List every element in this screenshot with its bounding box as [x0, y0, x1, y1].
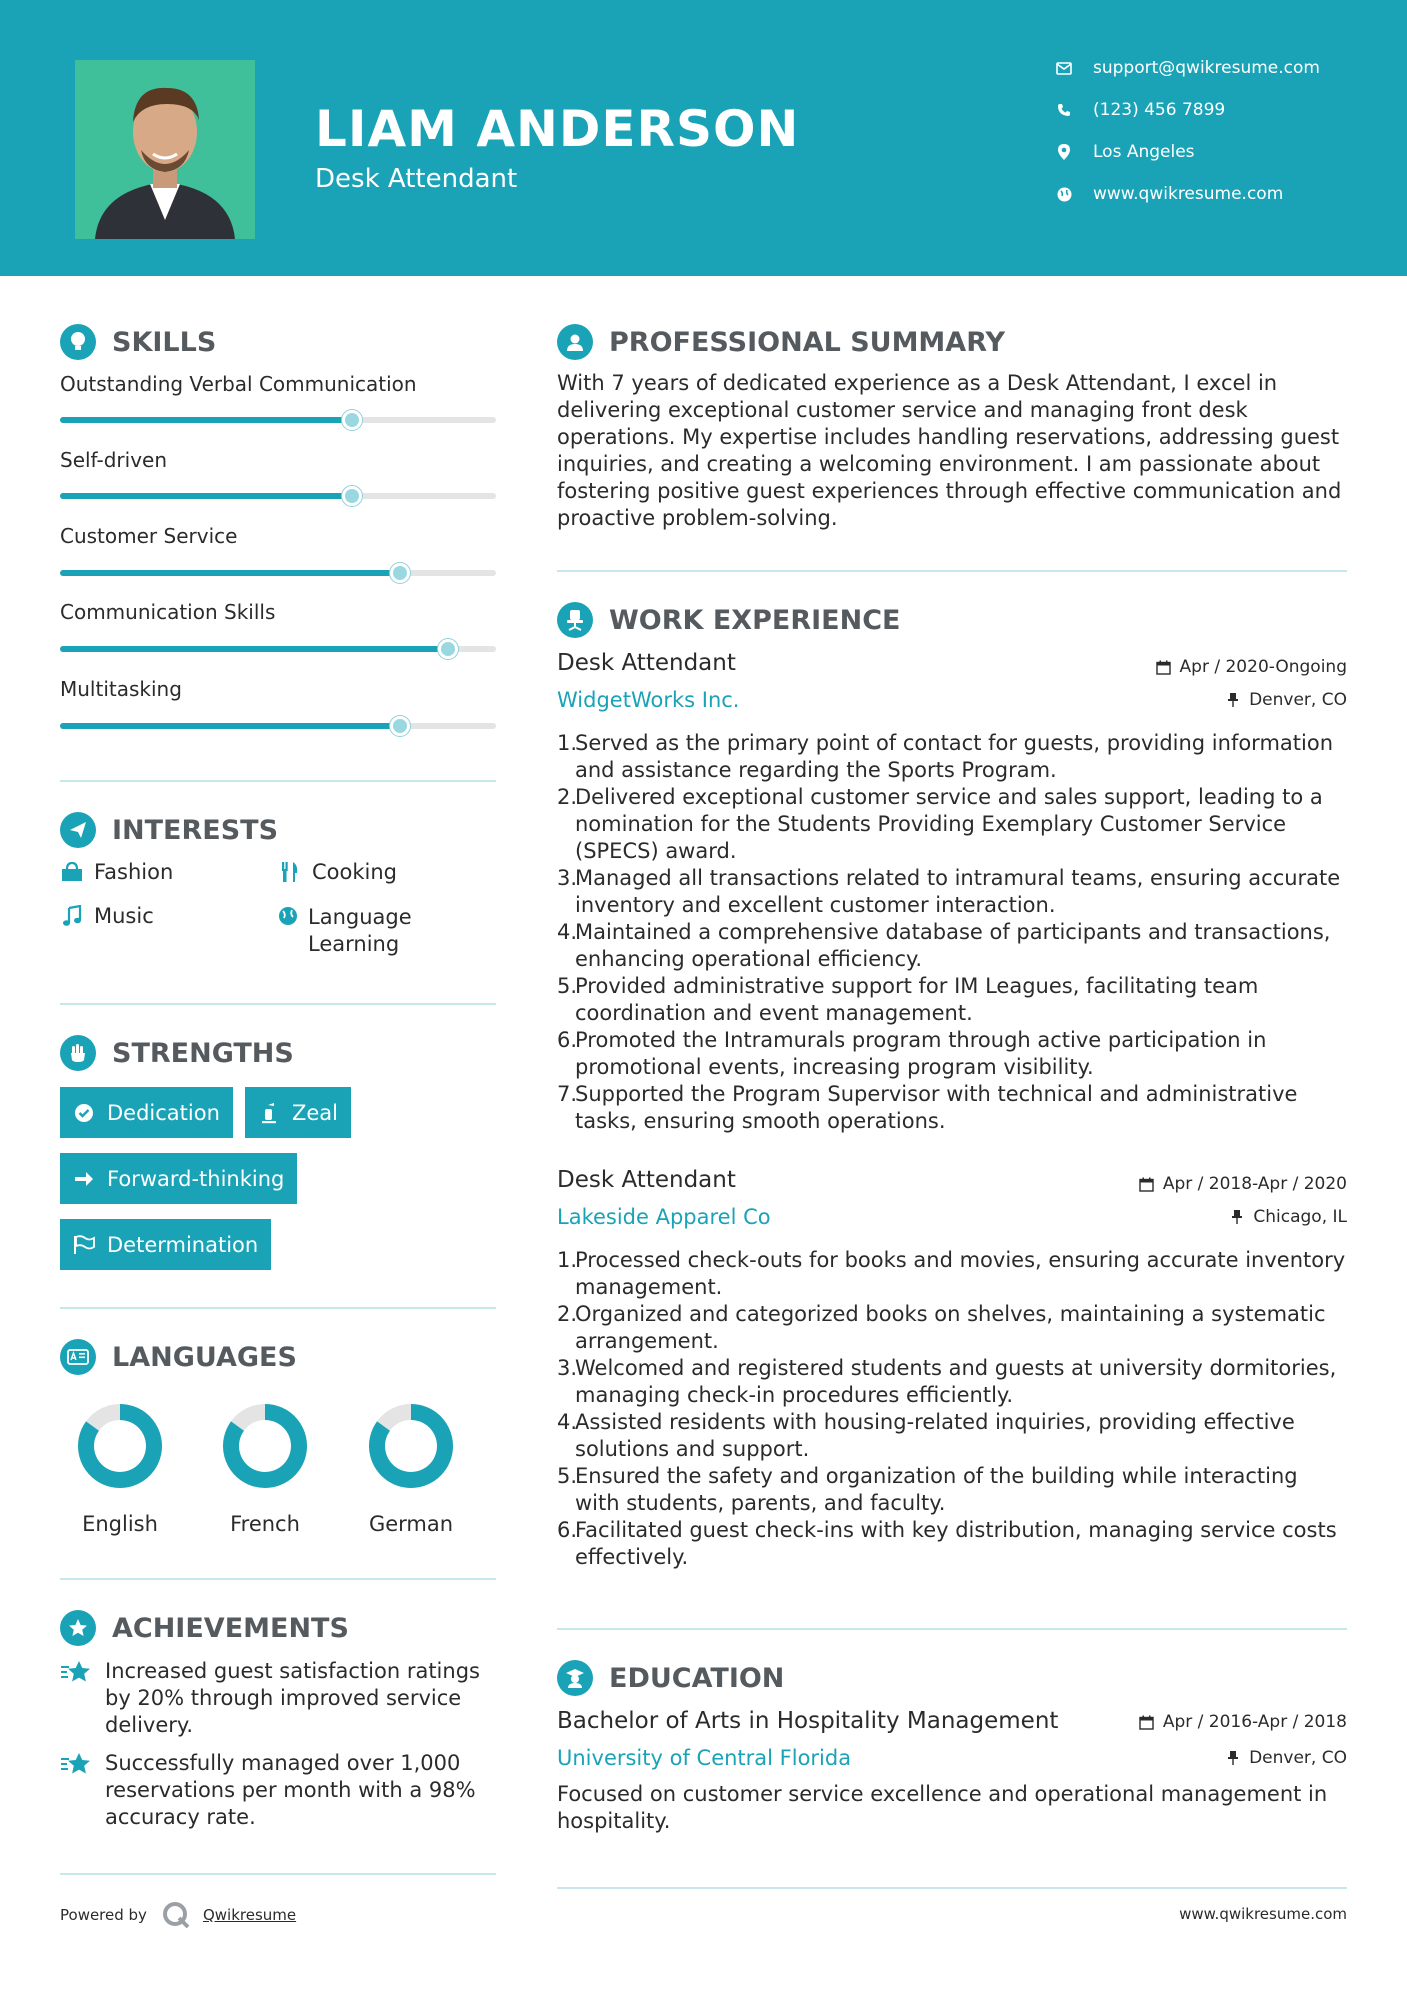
job-location: Denver, CO: [1225, 690, 1347, 710]
education-dates: Apr / 2016-Apr / 2018: [1139, 1712, 1347, 1732]
flag-icon: [73, 1234, 95, 1256]
calendar-icon: [1156, 659, 1172, 675]
skill-bar: [60, 723, 496, 729]
phone-icon: [1055, 101, 1073, 119]
school-name: University of Central Florida: [557, 1746, 852, 1770]
interest-item: Cooking: [278, 860, 397, 884]
translate-icon: [60, 1339, 96, 1375]
degree-title: Bachelor of Arts in Hospitality Management: [557, 1708, 1059, 1734]
interest-item: Language Learning: [278, 904, 458, 958]
list-item: 3. Welcomed and registered students and guests at university dormitories, managing check-in procedures efficiently.: [557, 1356, 1337, 1407]
shopping-bag-icon: [60, 860, 84, 884]
language-item: [200, 1402, 330, 1536]
language-donut: [221, 1402, 309, 1490]
section-divider: [557, 1887, 1347, 1889]
paper-plane-icon: [60, 812, 96, 848]
website-text: www.qwikresume.com: [1093, 184, 1284, 204]
globe-icon: [278, 904, 298, 928]
email-text: support@qwikresume.com: [1093, 58, 1320, 78]
fire-extinguisher-icon: [258, 1102, 280, 1124]
skill-bar-fill: [60, 417, 352, 423]
language-donut: [367, 1402, 455, 1490]
candidate-name: LIAM ANDERSON: [315, 100, 800, 158]
language-label: German: [368, 1512, 454, 1536]
section-divider: [60, 1873, 496, 1875]
list-item: 6. Facilitated guest check-ins with key distribution, managing service costs effectively.: [557, 1518, 1337, 1569]
achievements-heading: ACHIEVEMENTS: [60, 1610, 349, 1646]
check-circle-icon: [73, 1102, 95, 1124]
section-divider: [60, 1307, 496, 1309]
education-location: Denver, CO: [1225, 1748, 1347, 1768]
language-donut: [76, 1402, 164, 1490]
graduate-icon: [557, 1660, 593, 1696]
list-item: 2. Delivered exceptional customer service and sales support, leading to a nomination for the Students Providing Exemplary Customer Service (SPECS) award.: [557, 785, 1323, 863]
user-icon: [557, 324, 593, 360]
summary-heading: PROFESSIONAL SUMMARY: [557, 324, 1005, 360]
company-name: WidgetWorks Inc.: [557, 688, 740, 712]
skill-bar-fill: [60, 570, 400, 576]
experience-heading: WORK EXPERIENCE: [557, 602, 900, 638]
profile-photo: [75, 60, 255, 239]
section-divider: [60, 1578, 496, 1580]
section-divider: [60, 780, 496, 782]
education-heading: EDUCATION: [557, 1660, 784, 1696]
list-item: 6. Promoted the Intramurals program through active participation in promotional events, increasing program visibility.: [557, 1028, 1267, 1079]
strengths-heading: STRENGTHS: [60, 1035, 294, 1071]
skills-heading: SKILLS: [60, 324, 216, 360]
company-name: Lakeside Apparel Co: [557, 1205, 771, 1229]
star-icon: [60, 1752, 92, 1831]
lightbulb-icon: [60, 324, 96, 360]
pushpin-icon: [1229, 1209, 1245, 1225]
skill-bar: [60, 646, 496, 652]
strength-tag: Dedication: [60, 1087, 233, 1138]
list-item: 4. Assisted residents with housing-related inquiries, providing effective solutions and support.: [557, 1410, 1295, 1461]
job-title: Desk Attendant: [557, 1167, 736, 1193]
interest-item: Fashion: [60, 860, 173, 884]
envelope-icon: [1055, 59, 1073, 77]
skill-bar: [60, 417, 496, 423]
contact-website[interactable]: [1055, 184, 1283, 204]
list-item: 4. Maintained a comprehensive database of participants and transactions, enhancing operational efficiency.: [557, 920, 1331, 971]
footer-website[interactable]: www.qwikresume.com: [1179, 1905, 1347, 1923]
summary-text: With 7 years of dedicated experience as a Desk Attendant, I excel in delivering exceptional customer service and managing front desk operations. My expertise includes handling reservations, addressing guest inquiries, and creating a welcoming environment. I am passionate about fostering positive guest experiences through effective communication and proactive problem-solving.: [557, 371, 1342, 530]
list-item: 1. Served as the primary point of contact for guests, providing information and assistance regarding the Sports Program.: [557, 731, 1333, 782]
pushpin-icon: [1225, 692, 1241, 708]
interests-heading: INTERESTS: [60, 812, 278, 848]
language-item: [55, 1402, 185, 1536]
skill-bar-knob: [342, 410, 362, 430]
skill-bar: [60, 570, 496, 576]
skill-label: Customer Service: [60, 524, 238, 548]
section-divider: [557, 1628, 1347, 1630]
strength-tag: Forward-thinking: [60, 1153, 297, 1204]
calendar-icon: [1139, 1176, 1155, 1192]
interest-item: Music: [60, 904, 154, 928]
contact-email[interactable]: [1055, 58, 1320, 78]
skill-bar-knob: [390, 716, 410, 736]
skill-bar-fill: [60, 646, 448, 652]
job-location: Chicago, IL: [1229, 1207, 1347, 1227]
globe-icon: [1055, 185, 1073, 203]
skill-bar-knob: [438, 639, 458, 659]
map-pin-icon: [1055, 143, 1073, 161]
achievement-item: Successfully managed over 1,000 reservations per month with a 98% accuracy rate.: [60, 1750, 500, 1831]
qwikresume-link[interactable]: Qwikresume: [202, 1906, 297, 1924]
skill-label: Self-driven: [60, 448, 168, 472]
footer-powered-by: [60, 1900, 296, 1930]
language-item: [346, 1402, 476, 1536]
section-divider: [60, 1003, 496, 1005]
location-text: Los Angeles: [1093, 142, 1195, 162]
powered-by-text: Powered by: [60, 1906, 147, 1924]
skill-bar: [60, 493, 496, 499]
office-chair-icon: [557, 602, 593, 638]
strength-tag: Determination: [60, 1219, 271, 1270]
section-divider: [557, 570, 1347, 572]
music-note-icon: [60, 904, 84, 928]
job-title: Desk Attendant: [557, 650, 736, 676]
job-dates: Apr / 2018-Apr / 2020: [1139, 1174, 1347, 1194]
contact-phone[interactable]: [1055, 100, 1225, 120]
skill-bar-knob: [390, 563, 410, 583]
list-item: 5. Provided administrative support for IM Leagues, facilitating team coordination and event management.: [557, 974, 1259, 1025]
strength-tag: Zeal: [245, 1087, 351, 1138]
language-label: French: [230, 1512, 300, 1536]
contact-location: [1055, 142, 1195, 162]
list-item: 7. Supported the Program Supervisor with technical and administrative tasks, ensuring smooth operations.: [557, 1082, 1298, 1133]
job-bullets: [557, 1247, 1347, 1571]
arrow-right-icon: [73, 1168, 95, 1190]
candidate-role: Desk Attendant: [315, 164, 518, 194]
phone-text: (123) 456 7899: [1093, 100, 1226, 120]
list-item: 1. Processed check-outs for books and movies, ensuring accurate inventory management.: [557, 1248, 1346, 1299]
list-item: 2. Organized and categorized books on shelves, maintaining a systematic arrangement.: [557, 1302, 1326, 1353]
calendar-icon: [1139, 1714, 1155, 1730]
pushpin-icon: [1225, 1750, 1241, 1766]
resume-header: [0, 0, 1407, 276]
skill-bar-fill: [60, 723, 400, 729]
skill-label: Communication Skills: [60, 600, 276, 624]
education-description: Focused on customer service excellence and operational management in hospitality.: [557, 1782, 1328, 1833]
skill-label: Multitasking: [60, 677, 182, 701]
job-bullets: [557, 730, 1347, 1135]
utensils-icon: [278, 860, 302, 884]
list-item: 5. Ensured the safety and organization of the building while interacting with students, parents, and faculty.: [557, 1464, 1298, 1515]
language-label: English: [82, 1512, 158, 1536]
skill-bar-knob: [342, 486, 362, 506]
qwikresume-logo-icon: [161, 1900, 191, 1930]
star-icon: [60, 1660, 92, 1739]
job-dates: Apr / 2020-Ongoing: [1156, 657, 1347, 677]
star-badge-icon: [60, 1610, 96, 1646]
achievement-item: Increased guest satisfaction ratings by 20% through improved service delivery.: [60, 1658, 500, 1739]
skill-label: Outstanding Verbal Communication: [60, 372, 417, 396]
skill-bar-fill: [60, 493, 352, 499]
hand-icon: [60, 1035, 96, 1071]
list-item: 3. Managed all transactions related to intramural teams, ensuring accurate inventory and excellent customer interaction.: [557, 866, 1341, 917]
languages-heading: LANGUAGES: [60, 1339, 297, 1375]
